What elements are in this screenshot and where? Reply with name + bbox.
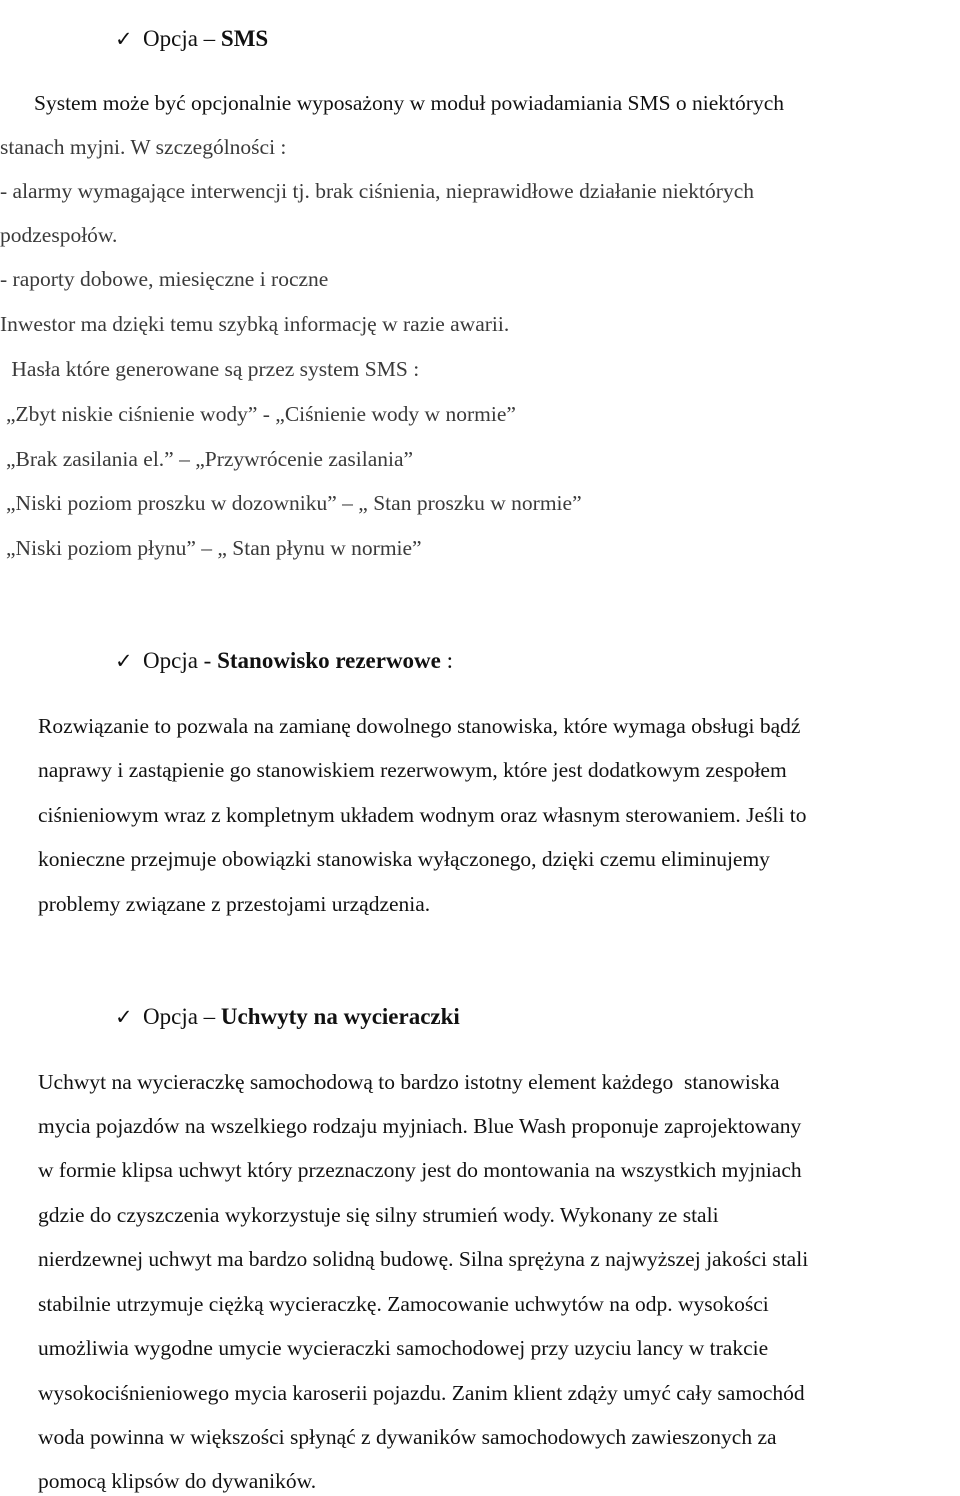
wiper-line: umożliwia wygodne umycie wycieraczki samochodowej przy uzyciu lancy w trakcie bbox=[38, 1336, 769, 1360]
sms-message-pair: „Niski poziom proszku w dozowniku” – „ Stan proszku w normie” bbox=[6, 491, 582, 515]
sms-line: System może być opcjonalnie wyposażony w moduł powiadamiania SMS o niektórych bbox=[34, 91, 784, 115]
sms-line: Hasła które generowane są przez system SMS : bbox=[6, 357, 420, 381]
wiper-line: wysokociśnieniowego mycia karoserii pojazdu. Zanim klient zdąży umyć cały samochód bbox=[38, 1381, 805, 1405]
reserve-heading-title: Stanowisko rezerwowe bbox=[217, 648, 441, 673]
sms-message-pair: „Niski poziom płynu” – „ Stan płynu w normie” bbox=[6, 536, 422, 560]
sms-heading bbox=[92, 4, 268, 73]
sms-line: stanach myjni. W szczególności : bbox=[0, 135, 287, 159]
reserve-line: Rozwiązanie to pozwala na zamianę dowolnego stanowiska, które wymaga obsługi bądź bbox=[38, 714, 801, 738]
reserve-line: problemy związane z przestojami urządzenia. bbox=[38, 892, 431, 916]
reserve-line: naprawy i zastąpienie go stanowiskiem rezerwowym, które jest dodatkowym zespołem bbox=[38, 758, 787, 782]
sms-message-pair: „Brak zasilania el.” – „Przywrócenie zasilania” bbox=[6, 447, 414, 471]
reserve-heading-prefix: Opcja - bbox=[143, 648, 218, 673]
sms-line: podzespołów. bbox=[0, 223, 118, 247]
sms-line: Inwestor ma dzięki temu szybką informację w razie awarii. bbox=[0, 312, 510, 336]
wiper-heading-title: Uchwyty na wycieraczki bbox=[220, 1004, 460, 1029]
wiper-heading-prefix: Opcja – bbox=[143, 1004, 221, 1029]
wiper-line: pomocą klipsów do dywaników. bbox=[38, 1469, 317, 1493]
sms-message-pair: „Zbyt niskie ciśnienie wody” - „Ciśnienie wody w normie” bbox=[6, 402, 516, 426]
reserve-heading bbox=[92, 626, 453, 695]
reserve-line: konieczne przejmuje obowiązki stanowiska wyłączonego, dzięki czemu eliminujemy bbox=[38, 847, 770, 871]
wiper-line: w formie klipsa uchwyt który przeznaczony jest do montowania na wszystkich myjniach bbox=[38, 1158, 802, 1182]
wiper-line: Uchwyt na wycieraczkę samochodową to bardzo istotny element każdego stanowiska bbox=[38, 1070, 780, 1094]
sms-line: - raporty dobowe, miesięczne i roczne bbox=[0, 267, 329, 291]
reserve-line: ciśnieniowym wraz z kompletnym układem wodnym oraz własnym sterowaniem. Jeśli to bbox=[38, 803, 807, 827]
checkmark-icon: ✓ bbox=[115, 1005, 133, 1029]
wiper-line: stabilnie utrzymuje ciężką wycieraczkę. Zamocowanie uchwytów na odp. wysokości bbox=[38, 1292, 769, 1316]
wiper-heading bbox=[92, 982, 460, 1051]
checkmark-icon: ✓ bbox=[115, 649, 133, 673]
wiper-line: gdzie do czyszczenia wykorzystuje się silny strumień wody. Wykonany ze stali bbox=[38, 1203, 719, 1227]
wiper-line: woda powinna w większości spłynąć z dywaników samochodowych zawieszonych za bbox=[38, 1425, 777, 1449]
sms-line: - alarmy wymagające interwencji tj. brak ciśnienia, nieprawidłowe działanie niektórych bbox=[0, 179, 754, 203]
wiper-line: nierdzewnej uchwyt ma bardzo solidną budowę. Silna sprężyna z najwyższej jakości stali bbox=[38, 1247, 809, 1271]
checkmark-icon: ✓ bbox=[115, 27, 133, 51]
sms-heading-title: SMS bbox=[220, 26, 269, 51]
sms-heading-prefix: Opcja – bbox=[143, 26, 221, 51]
reserve-heading-suffix: : bbox=[440, 648, 454, 673]
wiper-line: mycia pojazdów na wszelkiego rodzaju myjniach. Blue Wash proponuje zaprojektowany bbox=[38, 1114, 802, 1138]
